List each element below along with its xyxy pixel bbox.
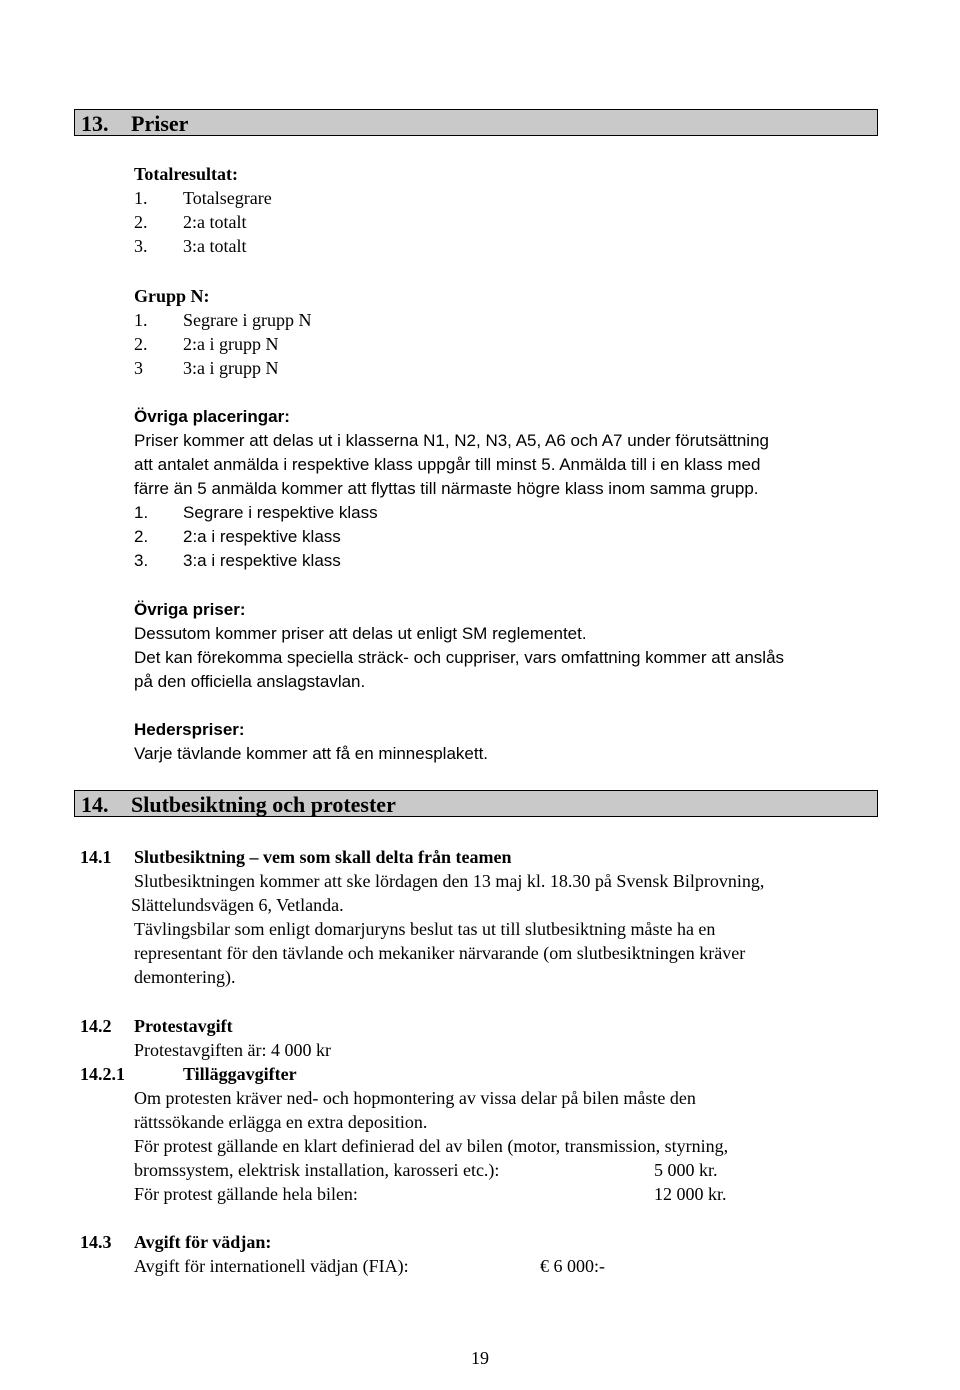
hederspriser-heading: Hederspriser: [134, 720, 245, 739]
paragraph-line: Varje tävlande kommer att få en minnesplakett. [134, 744, 489, 763]
list-number: 3. [134, 551, 149, 570]
list-number: 2. [134, 212, 148, 232]
grupp-heading: Grupp N: [134, 286, 210, 306]
list-item-text: 2:a i respektive klass [183, 527, 341, 546]
list-item-text: Segrare i grupp N [183, 310, 312, 330]
list-item-text: 3:a totalt [183, 236, 247, 256]
subsection-number: 14.2 [80, 1016, 112, 1036]
list-item [134, 186, 148, 210]
list-item-text: 2:a totalt [183, 212, 247, 232]
subsection-title: Avgift för vädjan: [134, 1232, 272, 1252]
paragraph-line: Slutbesiktningen kommer att ske lördagen den 13 maj kl. 18.30 på Svensk Bilprovning, [134, 871, 765, 891]
ovriga-priser-heading: Övriga priser: [134, 600, 246, 619]
paragraph-line: bromssystem, elektrisk installation, karosseri etc.): [134, 1160, 500, 1180]
list-item [134, 332, 148, 356]
list-item [134, 234, 148, 258]
subsection-title: Slutbesiktning – vem som skall delta från teamen [134, 847, 512, 867]
subsection-number: 14.3 [80, 1232, 112, 1252]
list-number: 2. [134, 334, 148, 354]
list-item [134, 308, 148, 332]
ovriga-placeringar-heading: Övriga placeringar: [134, 407, 290, 426]
list-number: 1. [134, 503, 149, 522]
paragraph-line: rättssökande erlägga en extra deposition. [134, 1112, 428, 1132]
section-number: 13. [81, 111, 109, 136]
fee-amount: 5 000 kr. [654, 1160, 718, 1180]
totalresultat-heading: Totalresultat: [134, 164, 239, 184]
paragraph-line: representant för den tävlande och mekaniker närvarande (om slutbesiktningen kräver [134, 943, 746, 963]
list-item [134, 210, 148, 234]
paragraph-line: För protest gällande en klart definierad del av bilen (motor, transmission, styrning, [134, 1136, 729, 1156]
paragraph-line: på den officiella anslagstavlan. [134, 672, 366, 691]
paragraph-line: färre än 5 anmälda kommer att flyttas till närmaste högre klass inom samma grupp. [134, 479, 759, 498]
list-item-text: Totalsegrare [183, 188, 272, 208]
list-number: 3 [134, 358, 143, 378]
list-item [134, 356, 143, 380]
list-number: 1. [134, 310, 148, 330]
section-title: Priser [131, 111, 189, 136]
section-number: 14. [81, 792, 109, 817]
subsection-title: Protestavgift [134, 1016, 233, 1036]
paragraph-line: Dessutom kommer priser att delas ut enligt SM reglementet. [134, 624, 587, 643]
paragraph-line: att antalet anmälda i respektive klass uppgår till minst 5. Anmälda till i en klass med [134, 455, 761, 474]
fee-amount: 12 000 kr. [654, 1184, 727, 1204]
section-13-header [74, 109, 878, 136]
paragraph-line: Det kan förekomma speciella sträck- och cuppriser, vars omfattning kommer att anslås [134, 648, 785, 667]
fee-amount: € 6 000:- [540, 1256, 605, 1276]
paragraph-line: Slättelundsvägen 6, Vetlanda. [131, 895, 344, 915]
list-item-text: Segrare i respektive klass [183, 503, 378, 522]
list-item-text: 3:a i respektive klass [183, 551, 341, 570]
paragraph-line: Om protesten kräver ned- och hopmontering av vissa delar på bilen måste den [134, 1088, 696, 1108]
paragraph-line: Tävlingsbilar som enligt domarjuryns beslut tas ut till slutbesiktning måste ha en [134, 919, 716, 939]
list-item-text: 2:a i grupp N [183, 334, 279, 354]
page-number: 19 [471, 1348, 489, 1368]
paragraph-line: För protest gällande hela bilen: [134, 1184, 358, 1204]
paragraph-line: Priser kommer att delas ut i klasserna N1, N2, N3, A5, A6 och A7 under förutsättning [134, 431, 769, 450]
paragraph-line: Avgift för internationell vädjan (FIA): [134, 1256, 409, 1276]
list-number: 2. [134, 527, 149, 546]
subsection-title: Tilläggavgifter [183, 1064, 297, 1084]
list-number: 3. [134, 236, 148, 256]
paragraph-line: Protestavgiften är: 4 000 kr [134, 1040, 331, 1060]
list-item-text: 3:a i grupp N [183, 358, 279, 378]
subsection-number: 14.1 [80, 847, 112, 867]
paragraph-line: demontering). [134, 967, 236, 987]
section-title: Slutbesiktning och protester [131, 792, 396, 817]
section-14-header [74, 790, 878, 817]
subsection-number: 14.2.1 [80, 1064, 125, 1084]
list-number: 1. [134, 188, 148, 208]
